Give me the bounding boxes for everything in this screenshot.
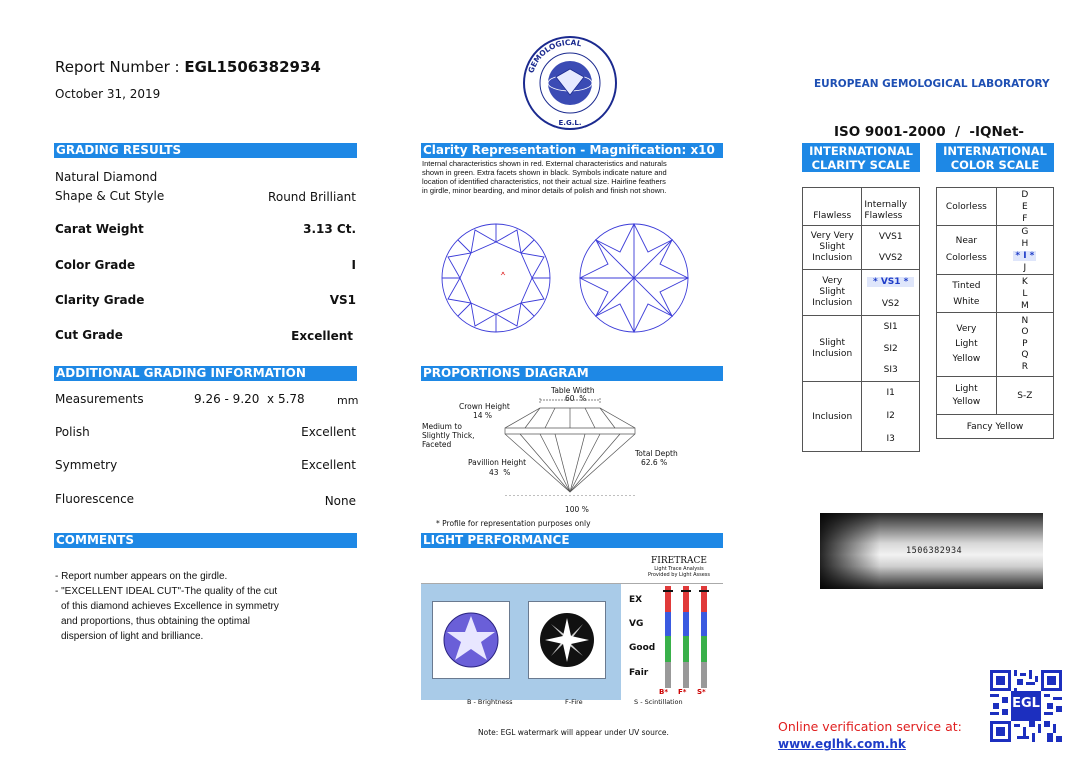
table-row (803, 382, 920, 404)
color-letter: L (1022, 288, 1028, 299)
table-width-label: Table Width (551, 386, 595, 395)
clarity-rep-header: Clarity Representation - Magnification: x10 (421, 143, 723, 158)
cell-line: Slight (819, 242, 846, 252)
color-scale-table (936, 187, 1054, 439)
cell-line: Internally (864, 200, 907, 210)
scale-cell: VS2 (862, 294, 920, 316)
proportions-footnote: * Profile for representation purposes only (436, 519, 591, 528)
brightness-diamond-icon (433, 602, 509, 678)
cell-line: Yellow (952, 354, 981, 364)
uv-watermark-note: Note: EGL watermark will appear under UV source. (478, 728, 669, 737)
table-row (803, 270, 920, 294)
cell-line: Inclusion (812, 348, 853, 359)
scale-cell (862, 188, 920, 226)
cell-line: Yellow (952, 396, 981, 407)
firetrace-bars (661, 586, 723, 688)
fluorescence-label: Fluorescence (55, 492, 135, 506)
bar-label-s: S* (697, 688, 706, 696)
table-row (803, 188, 920, 226)
polish-label: Polish (55, 425, 90, 439)
cell-line: Very Very (810, 231, 854, 241)
color-letter: P (1022, 338, 1028, 349)
scale-cell (803, 226, 862, 270)
total-depth-value: 62.6 % (641, 458, 668, 467)
girdle-shadow (820, 513, 880, 589)
table-row (803, 316, 920, 338)
shape-label: Shape & Cut Style (55, 189, 165, 203)
scale-cell: I3 (862, 428, 920, 452)
comment-line: and proportions, thus obtaining the optimal (61, 616, 251, 627)
girdle-line: Slightly Thick, (422, 431, 475, 440)
cell-line: Flawless (864, 211, 903, 221)
grading-results-header: GRADING RESULTS (54, 143, 357, 158)
scale-cell: SI2 (862, 338, 920, 360)
scale-cell (996, 226, 1053, 275)
clarity-scale-header (802, 143, 920, 172)
color-letter: M (1020, 300, 1029, 311)
table-row (937, 313, 1054, 377)
scale-cell (803, 270, 862, 316)
grade-good: Good (629, 643, 656, 653)
scale-cell: I2 (862, 404, 920, 428)
cell-line: Inclusion (812, 298, 853, 308)
clarity-scale-title2: CLARITY SCALE (811, 158, 911, 172)
measurements-value: 9.26 - 9.20 x 5.78 (194, 392, 305, 406)
pavilion-height-label: Pavillion Height (468, 458, 527, 467)
cell-line: Near (955, 236, 978, 246)
carat-label: Carat Weight (55, 222, 144, 236)
scale-cell: SI3 (862, 360, 920, 382)
scale-cell: SI1 (862, 316, 920, 338)
iso-standard: ISO 9001-2000 / -IQNet- (834, 124, 1025, 140)
color-letter: E (1022, 201, 1028, 212)
online-verification-text: Online verification service at: (778, 719, 962, 734)
light-performance-panel (421, 583, 723, 699)
note-line: location of identified characteristics, not their actual size. Hairline feathers (422, 177, 666, 186)
qr-egl-label: EGL (1012, 696, 1040, 711)
scale-cell: Inclusion (803, 382, 862, 452)
cut-value: Excellent (291, 329, 353, 343)
color-letter: F (1022, 213, 1028, 224)
comments-body (55, 569, 279, 644)
crown-height-value: 14 % (473, 411, 493, 420)
scale-cell: VVS2 (862, 248, 920, 270)
report-date: October 31, 2019 (55, 87, 161, 101)
color-letter: O (1021, 327, 1029, 338)
table-row (937, 377, 1054, 415)
girdle-description (422, 422, 475, 449)
grade-vg: VG (629, 619, 644, 629)
cell-line: White (953, 296, 980, 307)
natural-diamond: Natural Diamond (55, 170, 158, 184)
firetrace-sub2: Provided by Light Assess (648, 572, 710, 578)
color-letter: G (1021, 227, 1029, 237)
light-performance-header: LIGHT PERFORMANCE (421, 533, 723, 548)
pavilion-height-value: 43 % (489, 468, 511, 477)
report-number-value: EGL1506382934 (184, 58, 321, 76)
additional-info-header: ADDITIONAL GRADING INFORMATION (54, 366, 357, 381)
firetrace-logo (648, 556, 710, 578)
clarity-scale-table (802, 187, 920, 452)
bar-label-f: F* (678, 688, 687, 696)
brightness-image (432, 601, 510, 679)
color-scale-title1: INTERNATIONAL (943, 144, 1047, 158)
fire-image (528, 601, 606, 679)
crown-height-label: Crown Height (459, 402, 510, 411)
color-letter: Q (1021, 350, 1029, 361)
table-row (937, 188, 1054, 226)
scale-cell (996, 313, 1053, 377)
scale-cell (937, 226, 997, 275)
report-number-label: Report Number : (55, 58, 185, 76)
measurements-unit: mm (337, 394, 359, 407)
girdle-inscription-photo (820, 513, 1043, 589)
clarity-scale-title1: INTERNATIONAL (809, 144, 913, 158)
comment-line: of this diamond achieves Excellence in symmetry (61, 601, 279, 612)
cell-line: Very (956, 324, 977, 334)
scale-cell: Colorless (937, 188, 997, 226)
table-width-value: 60 % (565, 394, 587, 403)
table-row (937, 275, 1054, 313)
report-number (55, 58, 321, 76)
color-value: I (351, 258, 356, 272)
scale-cell (862, 270, 920, 294)
polish-value: Excellent (301, 425, 356, 439)
color-scale-title2: COLOR SCALE (950, 158, 1040, 172)
comments-header: COMMENTS (54, 533, 357, 548)
color-letter: N (1021, 315, 1029, 326)
scale-cell (803, 316, 862, 382)
cell-line: Light (955, 383, 978, 394)
symmetry-value: Excellent (301, 458, 356, 472)
cell-line: Very (822, 276, 843, 286)
selected-color-value: * I * (1015, 251, 1035, 261)
cut-label: Cut Grade (55, 328, 123, 342)
color-letter: R (1021, 361, 1028, 372)
bar-label-b: B* (659, 688, 668, 696)
cell-line: Colorless (945, 253, 987, 263)
fluorescence-value: None (324, 494, 356, 508)
scale-cell (937, 275, 997, 313)
scale-cell: Flawless (803, 188, 862, 226)
grade-fair: Fair (629, 668, 649, 678)
note-line: in girdle, minor bearding, and minor details of polish and finish not shown. (422, 186, 667, 195)
selected-clarity-badge: * VS1 * (867, 277, 914, 287)
table-row (937, 226, 1054, 275)
clarity-value: VS1 (329, 293, 356, 307)
symmetry-label: Symmetry (55, 458, 118, 472)
note-line: shown in green. Extra facets shown in black. Symbols indicate nature and (422, 168, 667, 177)
color-scale-header (936, 143, 1054, 172)
color-letter: H (1021, 239, 1029, 249)
table-row (803, 226, 920, 248)
clarity-rep-note (422, 159, 727, 195)
scale-cell: Fancy Yellow (937, 415, 1054, 439)
scale-cell (937, 377, 997, 415)
diamond-pavilion-diagram (578, 222, 690, 334)
selected-color-badge (999, 250, 1051, 262)
comment-line: dispersion of light and brilliance. (61, 631, 204, 642)
note-line: Internal characteristics shown in red. External characteristics and naturals (422, 159, 667, 168)
cell-line: Tinted (952, 280, 981, 291)
grade-ex: EX (629, 595, 643, 605)
girdle-line: Faceted (422, 440, 452, 449)
measurements-label: Measurements (55, 392, 144, 406)
logo-top-text: GEMOLOGICAL (526, 37, 583, 75)
cell-line: Light (955, 339, 978, 349)
fire-caption: F-Fire (565, 698, 583, 706)
girdle-text: 1506382934 (906, 546, 963, 556)
firetrace-title: FIRETRACE (651, 556, 707, 566)
qr-code[interactable] (990, 670, 1062, 742)
cell-line: Slight (819, 337, 846, 348)
fire-diamond-icon (529, 602, 605, 678)
diameter-percent: 100 % (565, 505, 589, 514)
egl-logo (520, 33, 620, 133)
verification-url[interactable]: www.eglhk.com.hk (778, 737, 906, 751)
color-letter: D (1021, 189, 1029, 200)
cell-line: Slight (819, 287, 846, 297)
proportions-diagram (500, 396, 640, 496)
logo-bottom-text: E.G.L. (558, 119, 582, 127)
scintillation-caption: S - Scintillation (634, 698, 683, 706)
brightness-caption: B - Brightness (467, 698, 513, 706)
table-row (937, 415, 1054, 439)
comment-line: - Report number appears on the girdle. (55, 571, 228, 582)
lab-name: EUROPEAN GEMOLOGICAL LABORATORY (814, 78, 1050, 90)
color-label: Color Grade (55, 258, 136, 272)
total-depth-label: Total Depth (635, 449, 678, 458)
scale-cell: S-Z (996, 377, 1053, 415)
scale-cell (996, 275, 1053, 313)
diamond-crown-diagram (440, 222, 552, 334)
comment-line: - "EXCELLENT IDEAL CUT"-The quality of the cut (55, 586, 278, 597)
scale-cell: I1 (862, 382, 920, 404)
shape-value: Round Brilliant (268, 190, 356, 204)
clarity-label: Clarity Grade (55, 293, 145, 307)
scale-cell: VVS1 (862, 226, 920, 248)
proportions-header: PROPORTIONS DIAGRAM (421, 366, 723, 381)
color-letter: K (1021, 276, 1028, 287)
firetrace-sub1: Light Trace Analysis (654, 566, 704, 572)
girdle-line: Medium to (422, 422, 462, 431)
scale-cell (996, 188, 1053, 226)
color-letter: J (1023, 263, 1027, 273)
scale-cell (937, 313, 997, 377)
carat-value: 3.13 Ct. (303, 222, 356, 236)
cell-line: Inclusion (812, 253, 853, 263)
